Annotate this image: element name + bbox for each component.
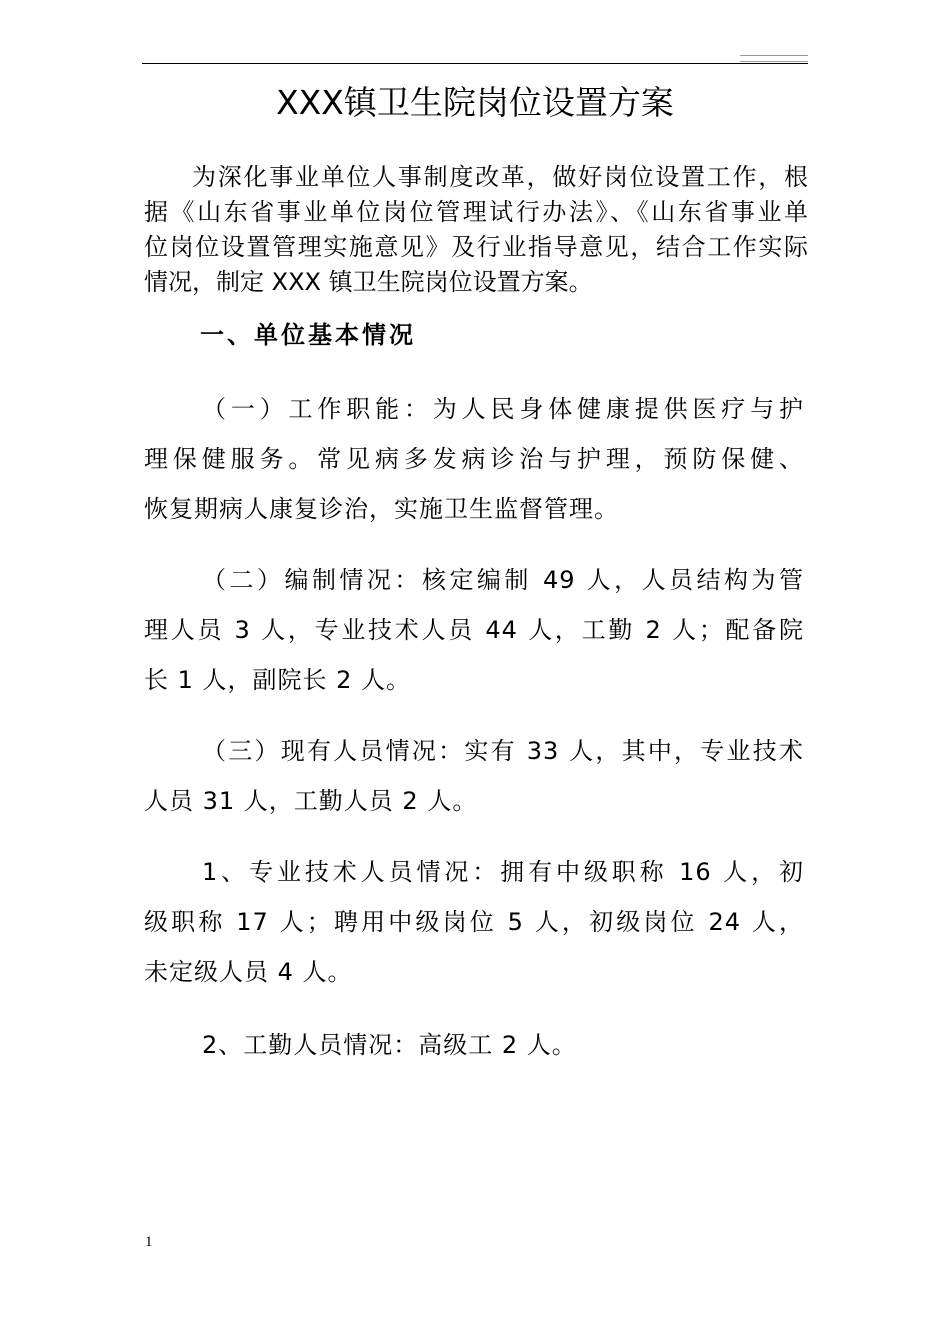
- paragraph-line: 理人员 3 人，专业技术人员 44 人，工勤 2 人；配备院: [144, 616, 804, 644]
- intro-paragraph: [144, 160, 808, 300]
- paragraph-work-functions: [144, 384, 804, 534]
- paragraph-line: 未定级人员 4 人。: [144, 958, 353, 986]
- paragraph-line: 1、专业技术人员情况：拥有中级职称 16 人，初: [202, 858, 804, 886]
- paragraph-line: 长 1 人，副院长 2 人。: [144, 666, 412, 694]
- paragraph-line: 2、工勤人员情况：高级工 2 人。: [202, 1031, 577, 1059]
- paragraph-line: （三）现有人员情况：实有 33 人，其中，专业技术: [202, 737, 804, 765]
- paragraph-line: 人员 31 人，工勤人员 2 人。: [144, 787, 478, 815]
- intro-line: 位岗位设置管理实施意见》及行业指导意见，结合工作实际: [144, 233, 808, 261]
- section-heading: 一、单位基本情况: [200, 321, 416, 349]
- intro-line: 为深化事业单位人事制度改革，做好岗位设置工作，根: [192, 163, 808, 191]
- paragraph-technical-staff: [144, 847, 804, 997]
- paragraph-line: 理保健服务。常见病多发病诊治与护理，预防保健、: [144, 445, 804, 473]
- paragraph-staffing: [144, 555, 804, 705]
- paragraph-support-staff: [144, 1020, 804, 1070]
- paragraph-line: （一）工作职能：为人民身体健康提供医疗与护: [202, 395, 804, 423]
- paragraph-line: （二）编制情况：核定编制 49 人，人员结构为管: [202, 566, 804, 594]
- paragraph-line: 恢复期病人康复诊治，实施卫生监督管理。: [144, 495, 619, 523]
- paragraph-current-staff: [144, 726, 804, 826]
- paragraph-line: 级职称 17 人；聘用中级岗位 5 人，初级岗位 24 人，: [144, 908, 804, 936]
- header-decoration: [740, 55, 808, 62]
- document-title: XXX镇卫生院岗位设置方案: [276, 83, 674, 122]
- header-rule: [142, 63, 808, 64]
- intro-line: 情况，制定 XXX 镇卫生院岗位设置方案。: [144, 268, 593, 296]
- intro-line: 据《山东省事业单位岗位管理试行办法》、《山东省事业单: [144, 198, 808, 226]
- page-number: 1: [145, 1234, 153, 1250]
